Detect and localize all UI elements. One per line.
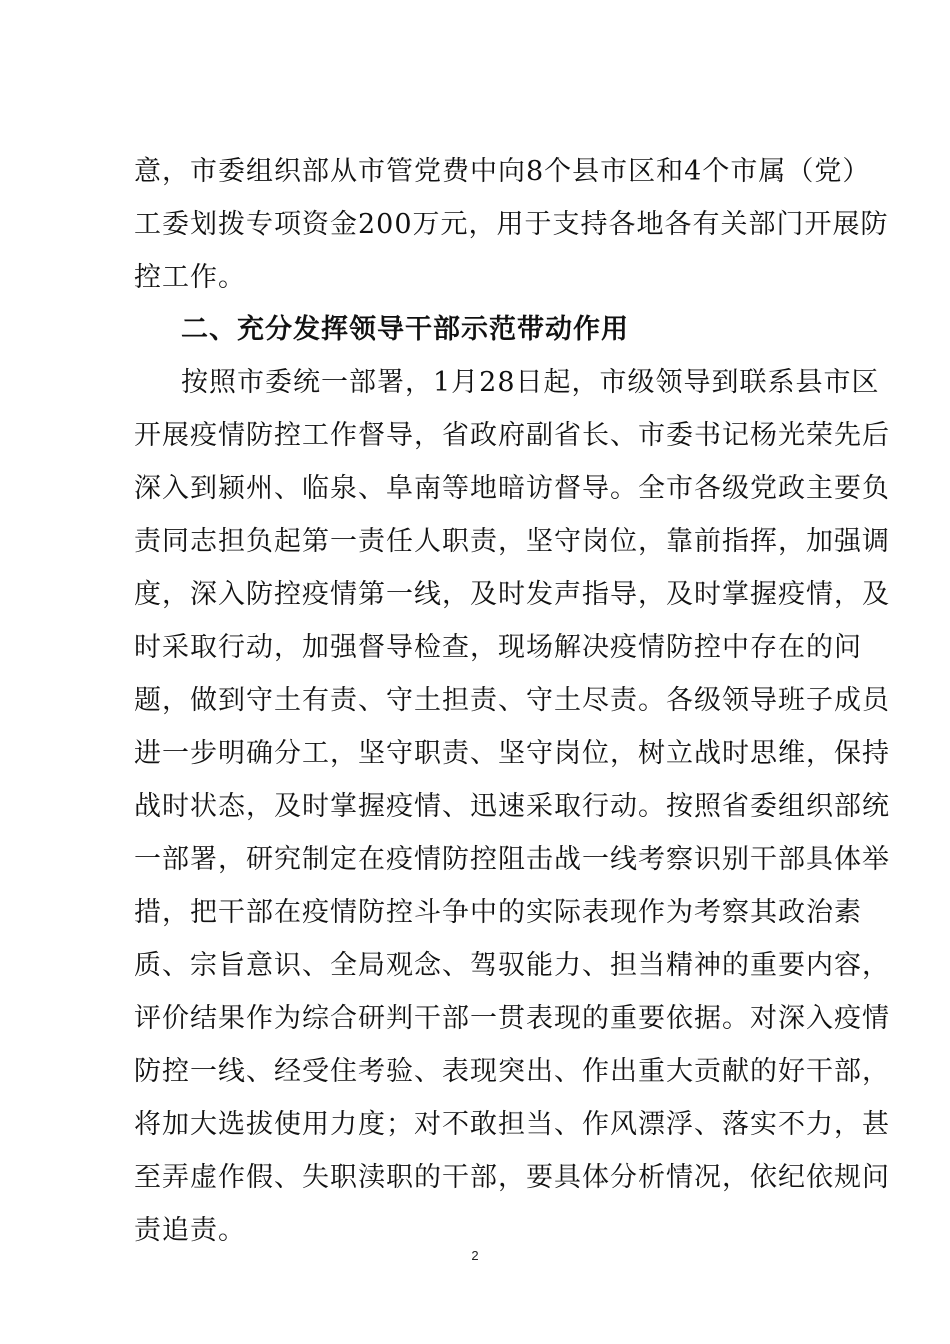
paragraph-line: 按照市委统一部署，1月28日起，市级领导到联系县市区	[181, 367, 880, 398]
paragraph-line: 工委划拨专项资金200万元，用于支持各地各有关部门开展防	[134, 209, 889, 240]
paragraph-line: 措，把干部在疫情防控斗争中的实际表现作为考察其政治素	[134, 897, 862, 928]
paragraph-line: 责追责。	[134, 1215, 246, 1246]
paragraph-line: 一部署，研究制定在疫情防控阻击战一线考察识别干部具体举	[134, 844, 890, 875]
paragraph-line: 进一步明确分工，坚守职责、坚守岗位，树立战时思维，保持	[134, 738, 890, 769]
paragraph-line: 时采取行动，加强督导检查，现场解决疫情防控中存在的问	[134, 632, 862, 663]
paragraph-line: 意，市委组织部从市管党费中向8个县市区和4个市属（党）	[134, 156, 871, 187]
section-heading: 二、充分发挥领导干部示范带动作用	[181, 314, 629, 345]
paragraph-line: 至弄虚作假、失职渎职的干部，要具体分析情况，依纪依规问	[134, 1162, 890, 1193]
paragraph-line: 题，做到守土有责、守土担责、守土尽责。各级领导班子成员	[134, 685, 890, 716]
paragraph-line: 度，深入防控疫情第一线，及时发声指导，及时掌握疫情，及	[134, 579, 890, 610]
page-number: 2	[471, 1248, 479, 1263]
paragraph-line: 控工作。	[134, 262, 246, 293]
paragraph-line: 责同志担负起第一责任人职责，坚守岗位，靠前指挥，加强调	[134, 526, 890, 557]
paragraph-line: 质、宗旨意识、全局观念、驾驭能力、担当精神的重要内容，	[134, 950, 890, 981]
paragraph-line: 防控一线、经受住考验、表现突出、作出重大贡献的好干部，	[134, 1056, 890, 1087]
paragraph-line: 开展疫情防控工作督导，省政府副省长、市委书记杨光荣先后	[134, 420, 890, 451]
paragraph-line: 评价结果作为综合研判干部一贯表现的重要依据。对深入疫情	[134, 1003, 890, 1034]
paragraph-line: 战时状态，及时掌握疫情、迅速采取行动。按照省委组织部统	[134, 791, 890, 822]
paragraph-line: 深入到颍州、临泉、阜南等地暗访督导。全市各级党政主要负	[134, 473, 890, 504]
paragraph-line: 将加大选拔使用力度；对不敢担当、作风漂浮、落实不力，甚	[134, 1109, 890, 1140]
